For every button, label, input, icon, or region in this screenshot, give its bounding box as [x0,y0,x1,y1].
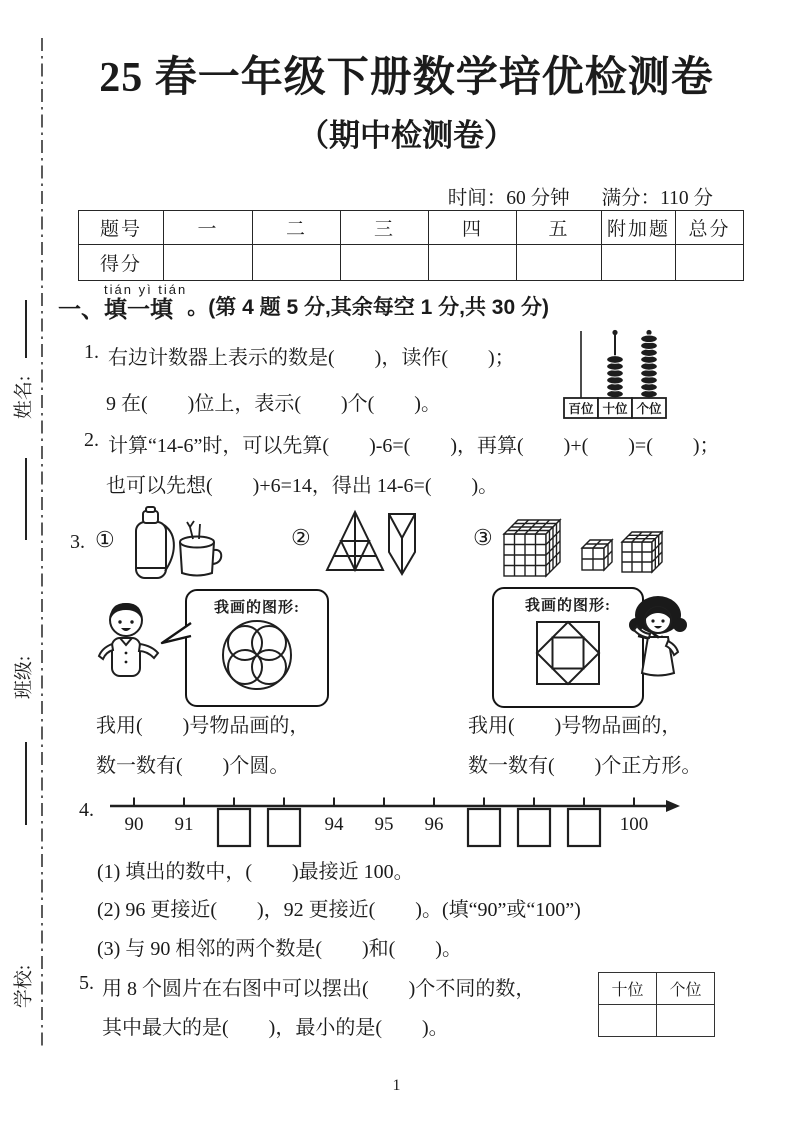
answer-box [568,809,600,846]
question-3-right-line-2 [468,749,701,778]
score-cell-empty [341,245,429,281]
score-cell-empty [429,245,517,281]
score-table-header-cell: 四 [429,211,517,245]
name-label: 姓名: [13,375,35,420]
paper-subtitle: （期中检测卷） [298,118,515,153]
ones-place-label: 个位 [636,402,662,416]
exam-meta [448,182,713,210]
question-text: 用 8 个圆片在右图中可以摆出( )个不同的数， [102,978,536,1000]
score-table-header-cell: 三 [341,211,429,245]
question-4-sub-3 [97,932,462,961]
score-table-header-cell: 附加题 [602,211,676,245]
question-text: 数一数有( )个圆。 [96,755,290,777]
section-number: 一、 [58,296,104,322]
thermos-and-mug-illustration [120,505,232,587]
tick-label: 90 [124,814,144,835]
score-cell-empty [164,245,253,281]
score-row-label: 得分 [79,245,164,281]
item-3-marker: ③ [473,525,493,550]
question-text: 数一数有( )个正方形。 [468,755,702,777]
hundreds-place-label: 百位 [568,402,594,416]
counting-frame-illustration [556,326,674,423]
cubes-illustration [498,504,668,580]
question-text: 我用( )号物品画的， [468,715,682,737]
place-value-table [598,972,715,1037]
section-one-heading [58,283,549,322]
tick-label: 100 [619,814,649,835]
girl-cartoon [618,589,698,701]
score-table-header-cell: 二 [253,211,341,245]
question-text: (3) 与 90 相邻的两个数是( )和( )。 [97,938,462,960]
question-text: 9 在( )位上，表示( )个( )。 [106,393,441,415]
score-cell-empty [517,245,602,281]
question-text: 右边计数器上表示的数是( )，读作( )； [108,347,515,369]
question-2-line-1 [84,429,720,458]
section-title-word: 填一填 [104,296,173,322]
question-text: (2) 96 更接近( )，92 更接近( )。(填“90”或“100”) [97,899,581,921]
score-table-header-cell: 总分 [676,211,744,245]
empty-cell [599,1005,657,1037]
question-3-number [70,531,85,554]
question-3-left-line-2 [96,749,289,778]
tick-label: 96 [424,814,444,835]
question-number: 2. [84,429,99,451]
score-table [78,210,744,281]
speech-bubble-left [185,589,329,707]
question-2-line-2 [106,469,498,498]
squares-pattern [529,615,607,693]
score-cell-empty [253,245,341,281]
question-5-line-2 [102,1011,449,1040]
score-table-header-cell: 五 [517,211,602,245]
school-fill-line [25,742,27,825]
tens-header: 十位 [599,973,657,1005]
question-4-sub-2 [97,893,581,922]
question-number: 4. [79,799,94,821]
question-text: 也可以先想( )+6=14，得出 14-6=( )。 [106,475,499,497]
pinyin-annotation: tián yì tián [104,282,188,297]
question-number: 5. [79,972,94,994]
question-text: 我用( )号物品画的， [96,715,310,737]
question-text: 计算“14-6”时，可以先算( )-6=( )，再算( )+( )=( )； [108,435,720,457]
bubble-label: 我画的图形: [525,598,611,614]
tens-rod [607,330,624,398]
score-table-header-cell: 一 [164,211,253,245]
section-score-note: 。(第 4 题 5 分,其余每空 1 分,共 30 分) [187,296,549,320]
answer-box [268,809,300,846]
question-number: 1. [84,341,99,363]
answer-box [518,809,550,846]
question-5-line-1 [102,972,535,1001]
question-text: (1) 填出的数中，( )最接近 100。 [97,861,414,883]
tick-label: 94 [324,814,344,835]
class-fill-line [25,458,27,540]
question-number: 3. [70,531,85,553]
score-cell-empty [676,245,744,281]
question-4-number [79,799,94,822]
tick-label: 91 [174,814,194,835]
answer-box [218,809,250,846]
ones-rod [641,330,658,398]
school-label: 学校: [13,964,35,1009]
number-line [108,792,686,854]
question-4-sub-1 [97,855,414,884]
circles-pattern [218,617,296,693]
bubble-label: 我画的图形: [214,600,300,616]
question-3-left-line-1 [96,709,309,738]
question-5-number [79,972,94,995]
score-table-header-cell: 题号 [79,211,164,245]
score-cell-empty [602,245,676,281]
ones-header: 个位 [657,973,715,1005]
item-2-marker: ② [291,525,311,550]
question-text: 其中最大的是( )，最小的是( )。 [102,1017,449,1039]
time-limit: 时间：60 分钟 [447,188,570,209]
page-number: 1 [392,1077,401,1094]
bubble-tail-left [160,621,192,647]
full-score: 满分：110 分 [601,188,713,209]
binding-dash-line [37,38,47,1050]
question-3-right-line-1 [468,709,681,738]
paper-title: 25 春一年级下册数学培优检测卷 [99,55,714,101]
boy-cartoon [86,592,174,704]
item-1-marker: ① [95,527,115,552]
tick-label: 95 [374,814,394,835]
empty-cell [657,1005,715,1037]
class-label: 班级: [13,655,35,700]
answer-box [468,809,500,846]
question-1-line-1 [84,341,515,370]
name-fill-line [25,300,27,358]
tens-place-label: 十位 [602,402,628,416]
pyramid-and-prism-illustration [317,506,417,582]
question-1-line-2 [106,387,441,416]
